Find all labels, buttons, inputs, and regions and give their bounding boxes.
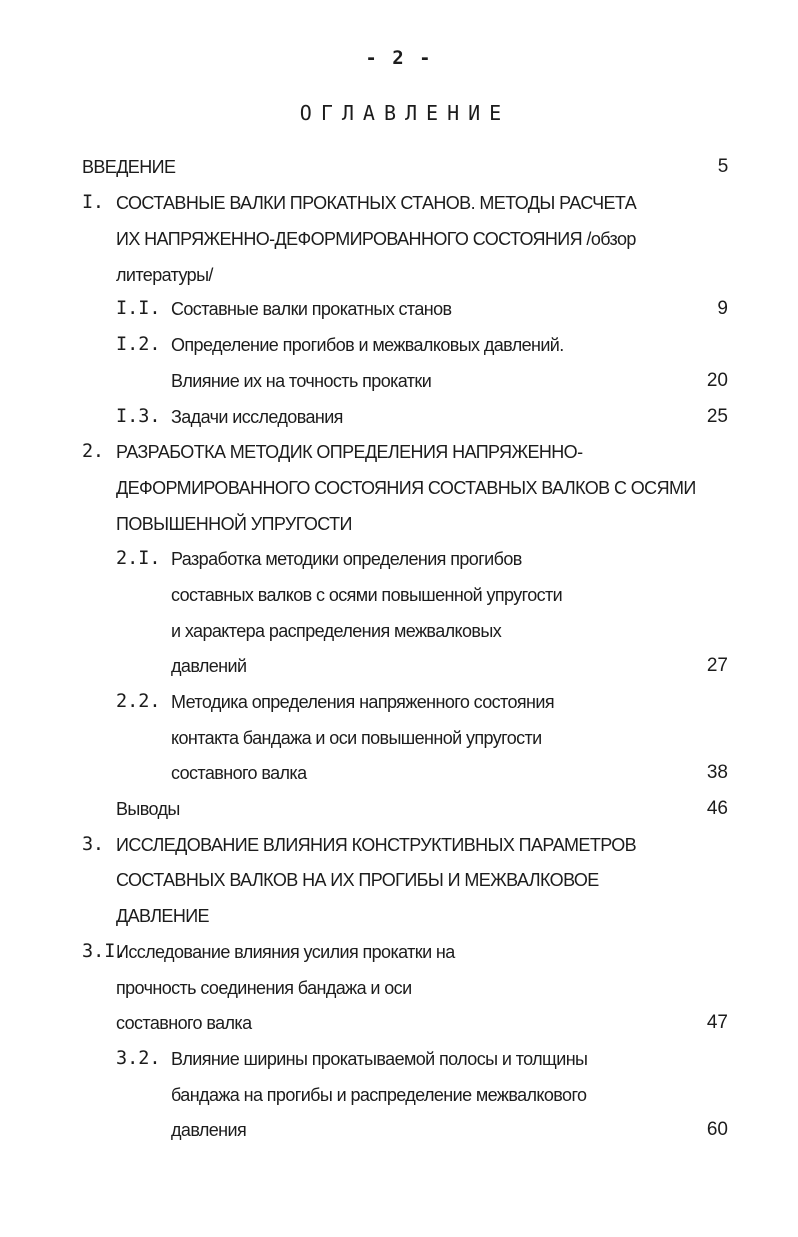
page-title: ОГЛАВЛЕНИЕ [299,101,511,125]
toc-line [0,261,798,289]
toc-line [0,902,798,930]
toc-entry-text: Исследование влияния усилия прокатки на [116,942,455,962]
toc-entry-text: Составные валки прокатных станов [171,299,452,319]
toc-entry-number: 2. [82,441,104,462]
toc-line [0,617,798,645]
toc-line [0,403,798,431]
toc-line [0,1081,798,1109]
toc-line [0,153,798,181]
toc-entry-number: I.I. [116,298,161,319]
toc-entry-text: ИХ НАПРЯЖЕННО-ДЕФОРМИРОВАННОГО СОСТОЯНИЯ /обзор [116,229,636,249]
toc-entry-text: ДАВЛЕНИЕ [116,906,209,926]
toc-entry-text: и характера распределения межвалковых [171,621,502,641]
toc-entry-number: I. [82,192,104,213]
toc-entry-text: давления [171,1120,247,1140]
toc-entry-text: контакта бандажа и оси повышенной упругости [171,728,542,748]
toc-entry-text: составных валков с осями повышенной упругости [171,585,563,605]
toc-line [0,545,798,573]
toc-line [0,331,798,359]
toc-line [0,189,798,217]
toc-entry-number: I.3. [116,406,161,427]
toc-entry-text: ПОВЫШЕННОЙ УПРУГОСТИ [116,514,352,534]
toc-entry-text: литературы/ [116,265,213,285]
toc-entry-number: 2.2. [116,691,161,712]
toc-entry-text: ВВЕДЕНИЕ [82,157,176,177]
toc-entry-text: Методика определения напряженного состояния [171,692,554,712]
toc-entry-number: 3. [82,834,104,855]
toc-entry-number: 3.2. [116,1048,161,1069]
toc-page-number: 47 [706,1012,728,1033]
toc-entry-text: составного валка [171,763,307,783]
toc-line [0,795,798,823]
toc-entry-text: ДЕФОРМИРОВАННОГО СОСТОЯНИЯ СОСТАВНЫХ ВАЛКОВ С ОСЯМИ [116,478,696,498]
toc-page-number: 46 [706,798,728,819]
toc-entry-text: СОСТАВНЫЕ ВАЛКИ ПРОКАТНЫХ СТАНОВ. МЕТОДЫ РАСЧЕТА [116,193,637,213]
toc-entry-text: бандажа на прогибы и распределение межвалкового [171,1085,587,1105]
toc-page-number: 9 [717,298,728,319]
toc-line [0,974,798,1002]
toc-line [0,1116,798,1144]
toc-page-number: 25 [706,406,728,427]
toc-entry-text: Влияние ширины прокатываемой полосы и толщины [171,1049,588,1069]
toc-line [0,225,798,253]
toc-page-number: 60 [706,1119,728,1140]
toc-page-number: 20 [706,370,728,391]
page-number: - 2 - [365,47,433,69]
toc-line [0,652,798,680]
toc-line [0,759,798,787]
toc-line [0,938,798,966]
toc-entry-text: Выводы [116,799,180,819]
toc-entry-text: ИССЛЕДОВАНИЕ ВЛИЯНИЯ КОНСТРУКТИВНЫХ ПАРАМЕТРОВ [116,835,637,855]
toc-line [0,688,798,716]
toc-line [0,1045,798,1073]
toc-line [0,295,798,323]
toc-entry-text: Разработка методики определения прогибов [171,549,522,569]
toc-line [0,367,798,395]
toc-line [0,1009,798,1037]
toc-line [0,474,798,502]
toc-line [0,831,798,859]
toc-entry-number: I.2. [116,334,161,355]
toc-page-number: 5 [717,156,728,177]
toc-line [0,510,798,538]
toc-entry-text: Влияние их на точность прокатки [171,371,432,391]
toc-line [0,866,798,894]
toc-line [0,438,798,466]
toc-entry-text: давлений [171,656,247,676]
toc-line [0,724,798,752]
toc-entry-number: 3.I. [82,941,127,962]
toc-entry-text: прочность соединения бандажа и оси [116,978,412,998]
toc-page-number: 27 [706,655,728,676]
toc-entry-text: составного валка [116,1013,252,1033]
toc-entry-text: СОСТАВНЫХ ВАЛКОВ НА ИХ ПРОГИБЫ И МЕЖВАЛКОВОЕ [116,870,599,890]
toc-entry-number: 2.I. [116,548,161,569]
toc-page-number: 38 [706,762,728,783]
toc-entry-text: РАЗРАБОТКА МЕТОДИК ОПРЕДЕЛЕНИЯ НАПРЯЖЕННО- [116,442,583,462]
toc-entry-text: Задачи исследования [171,407,343,427]
toc-line [0,581,798,609]
toc-entry-text: Определение прогибов и межвалковых давлений. [171,335,564,355]
